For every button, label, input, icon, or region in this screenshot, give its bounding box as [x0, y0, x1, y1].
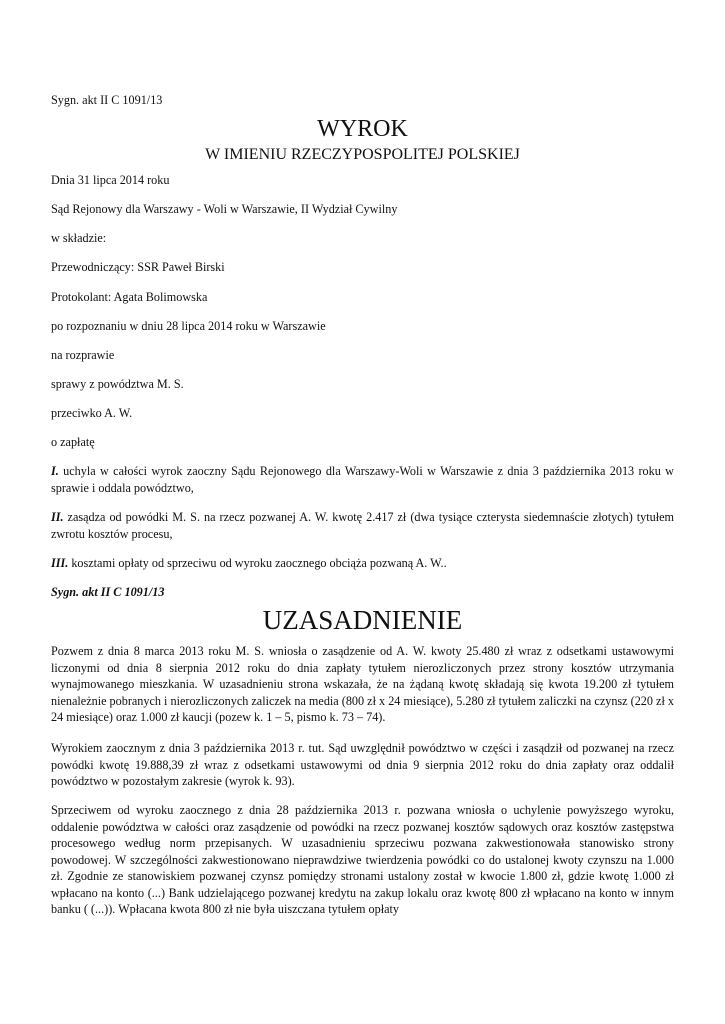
ruling-number: III. [51, 556, 69, 570]
ruling-text: zasądza od powódki M. S. na rzecz pozwanej A. W. kwotę 2.417 zł (dwa tysiące czterysta siedemnaście złotych) tytułem zwrotu kosztów procesu, [51, 510, 674, 541]
hearing-type: na rozprawie [51, 348, 115, 362]
judgment-subtitle: W IMIENIU RZECZYPOSPOLITEJ POLSKIEJ [205, 146, 520, 163]
ruling-text: uchyla w całości wyrok zaoczny Sądu Rejonowego dla Warszawy-Woli w Warszawie z dnia 3 października 2013 roku w sprawie i oddala powództwo, [51, 464, 674, 495]
ruling-number: II. [51, 510, 64, 524]
ruling-item [51, 509, 674, 542]
plaintiff-line: sprawy z powództwa M. S. [51, 377, 184, 391]
justification-signature: Sygn. akt II C 1091/13 [51, 585, 165, 599]
justification-paragraph: Sprzeciwem od wyroku zaocznego z dnia 28 października 2013 r. pozwana wniosła o uchylenie powyższego wyroku, oddalenie powództwa w całości oraz zasądzenie od powódki na rzecz pozwanej kosztów sądowych oraz kosztów zastępstwa procesowego według norm przepisanych. W uzasadnieniu sprzeciwu pozwana zakwestionowała stanowisko strony powodowej. W szczególności zakwestionowano nieprawdziwe twierdzenia powódki co do ustalonej kwoty czynszu na 1.000 zł. Zgodnie ze stanowiskiem pozwanej czynsz pomiędzy stronami ustalony został w kwocie 1.800 zł, gdzie kwotę 1.000 zł wpłacano na konto (...) Bank udzielającego pozwanej kredytu na zakup lokalu oraz kwotę 800 zł wpłacano na konto w innym banku ( (...)). Wpłacana kwota 800 zł nie była uiszczana tytułem opłaty [51, 803, 674, 916]
ruling-item [51, 555, 674, 572]
ruling-number: I. [51, 464, 59, 478]
court-clerk: Protokolant: Agata Bolimowska [51, 290, 208, 304]
ruling-text: kosztami opłaty od sprzeciwu od wyroku zaocznego obciąża pozwaną A. W.. [68, 556, 447, 570]
judgment-title: WYROK [317, 116, 408, 142]
court-name: Sąd Rejonowy dla Warszawy - Woli w Warszawie, II Wydział Cywilny [51, 202, 398, 216]
justification-paragraph: Wyrokiem zaocznym z dnia 3 października 2013 r. tut. Sąd uwzględnił powództwo w części i zasądził od pozwanej na rzecz powódki kwotę 19.888,39 zł wraz z odsetkami ustawowymi od dnia 9 sierpnia 2012 roku do dnia zapłaty oraz oddalił powództwo w pozostałym zakresie (wyrok k. 93). [51, 741, 674, 788]
justification-paragraph: Pozwem z dnia 8 marca 2013 roku M. S. wniosła o zasądzenie od A. W. kwoty 25.480 zł wraz z odsetkami ustawowymi liczonymi od dnia 8 sierpnia 2012 roku do dnia zapłaty tytułem nierozliczonych przez strony kosztów utrzymania wynajmowanego mieszkania. W uzasadnieniu strona wskazała, że na żądaną kwotę składają się kwota 19.200 zł tytułem nienależnie pobranych i nierozliczonych zaliczek na media (800 zł x 24 miesiące), 5.280 zł tytułem zaliczki na czynsz (220 zł x 24 miesiące) oraz 1.000 zł kaucji (pozew k. 1 – 5, pismo k. 73 – 74). [51, 644, 674, 724]
case-signature: Sygn. akt II C 1091/13 [51, 93, 163, 107]
composition-label: w składzie: [51, 231, 107, 245]
justification-title: UZASADNIENIE [262, 605, 463, 635]
claim-subject: o zapłatę [51, 435, 95, 449]
ruling-item [51, 463, 674, 496]
defendant-line: przeciwko A. W. [51, 406, 133, 420]
presiding-judge: Przewodniczący: SSR Paweł Birski [51, 260, 225, 274]
judgment-date: Dnia 31 lipca 2014 roku [51, 173, 170, 187]
hearing-info: po rozpoznaniu w dniu 28 lipca 2014 roku w Warszawie [51, 319, 326, 333]
